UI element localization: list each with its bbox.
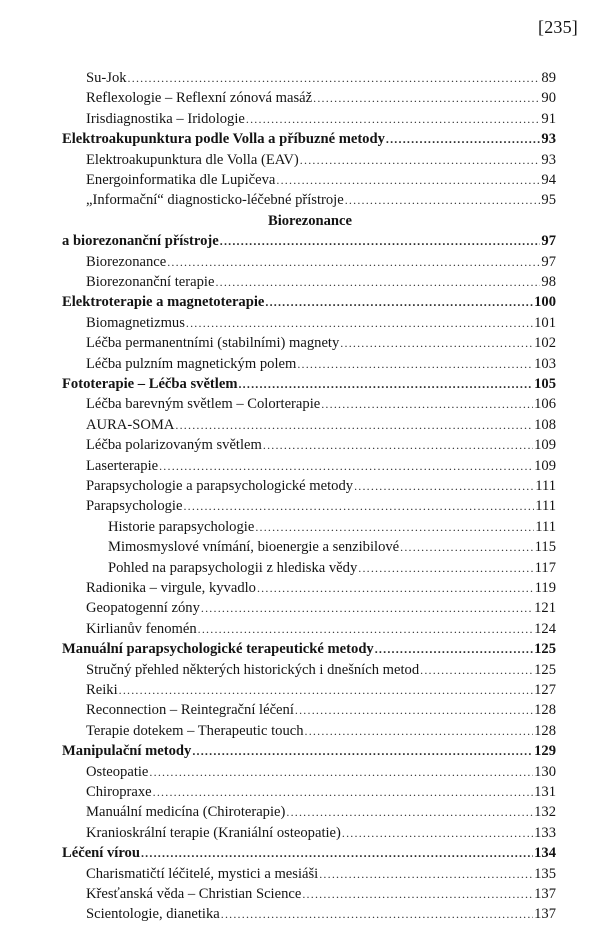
toc-entry xyxy=(86,252,556,273)
dot-leader xyxy=(255,517,534,538)
toc-entry-title: Léčba pulzním magnetickým polem xyxy=(86,355,297,372)
toc-entry-title: Historie parapsychologie xyxy=(108,518,255,535)
toc-entry-page-number: 91 xyxy=(541,110,556,127)
toc-entry xyxy=(86,864,556,885)
toc-entry-page-number: 135 xyxy=(534,865,556,882)
toc-entry xyxy=(86,313,556,334)
toc-entry-page-number: 111 xyxy=(535,478,556,494)
toc-entry-title: Su-Jok xyxy=(86,70,127,86)
toc-entry-title: Parapsychologie xyxy=(86,498,183,515)
toc-entry-page-number: 100 xyxy=(534,294,556,311)
dot-leader xyxy=(183,496,534,517)
toc-entry xyxy=(86,762,556,783)
toc-entry-page-number: 90 xyxy=(541,90,556,107)
dot-leader xyxy=(342,823,533,844)
dot-leader xyxy=(321,394,533,415)
dot-leader xyxy=(386,129,541,150)
toc-entry xyxy=(62,231,556,252)
toc-entry-title: Léčení vírou xyxy=(62,845,140,862)
dot-leader xyxy=(141,843,533,864)
toc-entry-title: Charismatičtí léčitelé, mystici a mesiáši xyxy=(86,865,319,882)
toc-entry-title: „Informační“ diagnosticko-léčebné přístroje xyxy=(86,192,344,209)
toc-entry-page-number: 111 xyxy=(535,518,556,535)
dot-leader xyxy=(400,537,533,558)
toc-entry-title: Manuální medicína (Chiroterapie) xyxy=(86,804,286,821)
toc-entry-title: Manipulační metody xyxy=(62,743,192,760)
dot-leader xyxy=(420,660,533,681)
dot-leader xyxy=(186,313,533,334)
dot-leader xyxy=(119,680,533,701)
dot-leader xyxy=(175,415,533,436)
toc-entry-page-number: 109 xyxy=(534,437,556,454)
toc-entry-title: Léčba permanentními (stabilními) magnety xyxy=(86,335,340,352)
toc-entry-page-number: 97 xyxy=(541,253,556,270)
toc-entry-title: Léčba polarizovaným světlem xyxy=(86,437,262,454)
dot-leader xyxy=(300,150,541,171)
toc-entry xyxy=(86,904,556,925)
dot-leader xyxy=(192,741,533,762)
toc-entry-page-number: 106 xyxy=(534,396,556,413)
toc-entry xyxy=(108,517,556,538)
dot-leader xyxy=(297,354,533,375)
toc-entry-title: Elektroakupunktura podle Volla a příbuzné metody xyxy=(62,131,385,148)
toc-entry-page-number: 93 xyxy=(541,151,556,168)
toc-entry xyxy=(62,843,556,864)
dot-leader xyxy=(286,802,533,823)
toc-entry-title: Geopatogenní zóny xyxy=(86,600,200,617)
toc-entry-page-number: 94 xyxy=(541,172,556,188)
dot-leader xyxy=(201,598,533,619)
toc-entry-page-number: 109 xyxy=(534,457,556,474)
dot-leader xyxy=(263,435,533,456)
toc-entry xyxy=(86,394,556,415)
dot-leader xyxy=(221,904,533,925)
toc-entry xyxy=(62,129,556,150)
toc-entry-title: Reconnection – Reintegrační léčení xyxy=(86,702,294,719)
toc-entry-page-number: 121 xyxy=(534,600,556,617)
toc-entry-page-number: 128 xyxy=(534,702,556,719)
toc-entry-title: Biomagnetizmus xyxy=(86,314,185,331)
toc-entry xyxy=(86,354,556,375)
toc-entry xyxy=(86,333,556,354)
toc-entry xyxy=(86,88,556,109)
toc-entry-title: Stručný přehled některých historických i dnešních metod xyxy=(86,661,420,678)
toc-entry-page-number: 137 xyxy=(534,906,556,923)
toc-entry-title: Pohled na parapsychologii z hlediska vědy xyxy=(108,559,358,576)
toc-entry xyxy=(108,558,556,579)
toc-entry-page-number: 119 xyxy=(534,580,556,596)
toc-entry xyxy=(86,578,556,599)
toc-entry xyxy=(86,272,556,293)
dot-leader xyxy=(302,884,533,905)
toc-entry-page-number: 111 xyxy=(535,498,556,515)
toc-entry-title: AURA-SOMA xyxy=(86,416,175,433)
dot-leader xyxy=(276,170,540,191)
toc-entry-page-number: 89 xyxy=(541,70,556,86)
toc-entry xyxy=(86,680,556,701)
toc-entry xyxy=(86,660,556,681)
dot-leader xyxy=(358,558,533,579)
toc-entry xyxy=(86,823,556,844)
toc-entry xyxy=(86,435,556,456)
toc-entry xyxy=(86,150,556,171)
toc-entry-title: Mimosmyslové vnímání, bioenergie a senzibilové xyxy=(108,539,400,556)
toc-entry xyxy=(86,415,556,436)
toc-entry xyxy=(86,721,556,742)
toc-entry-page-number: 102 xyxy=(534,335,556,352)
dot-leader xyxy=(265,292,533,313)
toc-entry-page-number: 137 xyxy=(534,886,556,902)
toc-entry xyxy=(86,782,556,803)
toc-entry xyxy=(86,476,556,497)
toc-entry xyxy=(86,456,556,477)
dot-leader xyxy=(215,272,540,293)
toc-entry-title: Biorezonanční terapie xyxy=(86,274,215,290)
toc-entry-title: Osteopatie xyxy=(86,763,149,780)
centered-section-heading: Biorezonance xyxy=(267,212,353,229)
dot-leader xyxy=(375,639,533,660)
toc-entry-title: Chiropraxe xyxy=(86,784,152,800)
toc-entry-page-number: 97 xyxy=(541,233,556,250)
toc-entry-title: Terapie dotekem – Therapeutic touch xyxy=(86,722,304,739)
dot-leader xyxy=(128,68,541,89)
toc-entry-page-number: 134 xyxy=(534,845,556,862)
toc-entry-page-number: 133 xyxy=(534,824,556,841)
dot-leader xyxy=(295,700,533,721)
toc-entry-title: Elektroterapie a magnetoterapie xyxy=(62,294,265,311)
dot-leader xyxy=(305,721,534,742)
toc-entry xyxy=(86,619,556,640)
toc-entry-title: Scientologie, dianetika xyxy=(86,906,220,923)
toc-entry-page-number: 103 xyxy=(534,355,556,372)
toc-entry-title: Biorezonance xyxy=(86,253,167,270)
toc-entry-title: Parapsychologie a parapsychologické metody xyxy=(86,478,354,494)
page-number: [235] xyxy=(538,17,578,37)
toc-entry xyxy=(86,190,556,211)
toc-entry-title: Kranioskrální terapie (Kraniální osteopatie) xyxy=(86,824,341,841)
dot-leader xyxy=(149,762,533,783)
toc-entry-title: Fototerapie – Léčba světlem xyxy=(62,376,238,392)
toc-entry-title: Irisdiagnostika – Iridologie xyxy=(86,110,245,127)
dot-leader xyxy=(159,456,533,477)
dot-leader xyxy=(319,864,533,885)
toc-entry-page-number: 125 xyxy=(534,641,556,658)
toc-entry-page-number: 115 xyxy=(534,539,556,556)
dot-leader xyxy=(167,252,540,273)
toc-entry xyxy=(62,292,556,313)
toc-entry-title: Energoinformatika dle Lupičeva xyxy=(86,172,276,188)
toc-entry-title: Laserterapie xyxy=(86,457,159,474)
toc-entry-page-number: 125 xyxy=(534,661,556,678)
toc-entry-page-number: 101 xyxy=(534,314,556,331)
dot-leader xyxy=(220,231,541,252)
dot-leader xyxy=(313,88,540,109)
toc-entry xyxy=(62,741,556,762)
toc-entry-title: Elektroakupunktura dle Volla (EAV) xyxy=(86,151,299,168)
toc-entry xyxy=(62,639,556,660)
toc-entry-page-number: 128 xyxy=(534,722,556,739)
toc-entry xyxy=(86,598,556,619)
dot-leader xyxy=(354,476,534,497)
toc-entry-page-number: 132 xyxy=(534,804,556,821)
toc-entry-page-number: 105 xyxy=(534,376,556,392)
dot-leader xyxy=(345,190,541,211)
toc-entry-page-number: 131 xyxy=(534,784,556,800)
toc-entry xyxy=(86,109,556,130)
toc-entry xyxy=(86,802,556,823)
toc-entry xyxy=(108,537,556,558)
toc-entry-page-number: 98 xyxy=(541,274,556,290)
dot-leader xyxy=(246,109,541,130)
toc-entry-page-number: 129 xyxy=(534,743,556,760)
dot-leader xyxy=(340,333,533,354)
toc-entry-title: Léčba barevným světlem – Colorterapie xyxy=(86,396,321,413)
toc-entry-page-number: 124 xyxy=(534,620,556,637)
toc-entry xyxy=(86,700,556,721)
toc-entry-page-number: 95 xyxy=(541,192,556,209)
toc-entry xyxy=(86,496,556,517)
toc-entry-title: Radionika – virgule, kyvadlo xyxy=(86,580,256,596)
toc-entry-title: Manuální parapsychologické terapeutické metody xyxy=(62,641,374,658)
toc-entry-title: Reflexologie – Reflexní zónová masáž xyxy=(86,90,313,107)
toc-entry-page-number: 117 xyxy=(534,559,556,576)
dot-leader xyxy=(198,619,533,640)
toc-entry-title: Křesťanská věda – Christian Science xyxy=(86,886,302,902)
dot-leader xyxy=(153,782,533,803)
toc-entry-title: Kirlianův fenomén xyxy=(86,620,197,637)
toc-entry-page-number: 127 xyxy=(534,682,556,698)
toc-entry-page-number: 130 xyxy=(534,763,556,780)
toc-entry-title: a biorezonanční přístroje xyxy=(62,233,219,250)
toc-entry xyxy=(86,884,556,905)
toc-entry-title: Reiki xyxy=(86,682,118,698)
toc-entry-page-number: 108 xyxy=(534,416,556,433)
toc-entry xyxy=(62,374,556,395)
toc-entry xyxy=(86,68,556,89)
dot-leader xyxy=(238,374,533,395)
dot-leader xyxy=(257,578,534,599)
toc-entry xyxy=(86,170,556,191)
toc-entry-page-number: 93 xyxy=(541,131,556,148)
